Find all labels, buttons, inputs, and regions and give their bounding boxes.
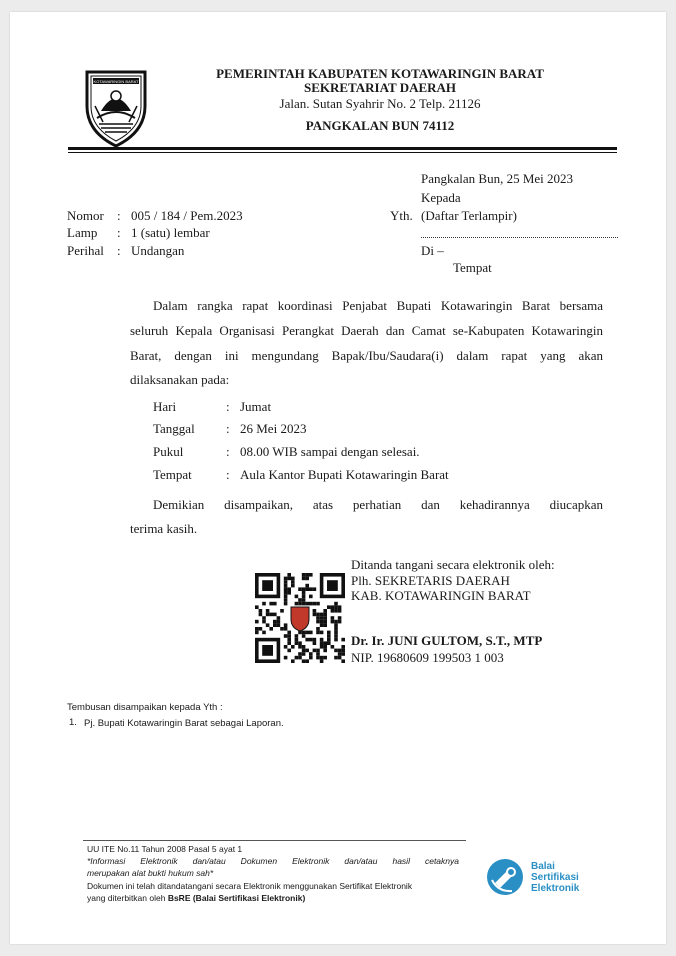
body-para1-line3: Barat, dengan ini mengundang Bapak/Ibu/Saudara(i) dalam rapat yang akan (130, 348, 603, 363)
letterhead-address: Jalan. Sutan Syahrir No. 2 Telp. 21126 (279, 96, 481, 111)
bsre-logo-icon (486, 858, 524, 896)
letterhead-rule-thick (68, 147, 617, 150)
signatory-name: Dr. Ir. JUNI GULTOM, S.T., MTP (351, 633, 543, 648)
nomor-label: Nomor (67, 208, 104, 223)
bsre-label-1: Balai (531, 861, 555, 872)
footer-statement-prefix: yang diterbitkan oleh (87, 893, 168, 903)
signature-position: Plh. SEKRETARIS DAERAH (351, 573, 510, 588)
detail-colon: : (226, 467, 230, 482)
tembusan-item-text: Pj. Bupati Kotawaringin Barat sebagai Laporan. (84, 718, 284, 729)
body-para2-line2: terima kasih. (130, 521, 198, 536)
signature-institution: KAB. KOTAWARINGIN BARAT (351, 588, 531, 603)
footer-law: UU ITE No.11 Tahun 2008 Pasal 5 ayat 1 (87, 844, 243, 854)
detail-label: Tanggal (153, 421, 195, 436)
nomor-value: 005 / 184 / Pem.2023 (131, 208, 243, 223)
bsre-label-3: Elektronik (531, 883, 580, 894)
lamp-colon: : (117, 225, 121, 240)
detail-label: Pukul (153, 444, 184, 459)
footer-note-1: *Informasi Elektronik dan/atau Dokumen Elektronik dan/atau hasil cetaknya (87, 856, 459, 866)
recipient-name: (Daftar Terlampir) (421, 208, 517, 223)
recipient-di: Di – (421, 243, 444, 258)
detail-label: Hari (153, 399, 177, 414)
detail-value: Aula Kantor Bupati Kotawaringin Barat (240, 467, 449, 482)
place-date: Pangkalan Bun, 25 Mei 2023 (421, 171, 574, 186)
regency-crest-icon (81, 66, 151, 150)
perihal-value: Undangan (131, 243, 185, 258)
footer-statement-2 (87, 893, 305, 903)
lamp-value: 1 (satu) lembar (131, 225, 210, 240)
letterhead-office: SEKRETARIAT DAERAH (303, 80, 457, 95)
signature-statement: Ditanda tangani secara elektronik oleh: (351, 557, 555, 572)
detail-colon: : (226, 421, 230, 436)
body-para1-line1: Dalam rangka rapat koordinasi Penjabat Bupati Kotawaringin Barat bersama (153, 298, 603, 313)
perihal-colon: : (117, 243, 121, 258)
letterhead-rule-thin (68, 152, 617, 153)
tembusan-item-number: 1. (69, 717, 77, 728)
footer-note-2: merupakan alat bukti hukum sah* (87, 868, 214, 878)
perihal-label: Perihal (67, 243, 104, 258)
footer-rule (83, 840, 466, 841)
qr-code-icon (255, 573, 345, 663)
letterhead-government: PEMERINTAH KABUPATEN KOTAWARINGIN BARAT (216, 66, 544, 81)
footer-bsre-name: BsRE (Balai Sertifikasi Elektronik) (167, 893, 306, 903)
letter-page (10, 12, 666, 944)
recipient-yth: Yth. (390, 208, 413, 223)
recipient-dotted-line (421, 230, 618, 238)
crest-caption: KOTAWARINGIN BARAT (93, 79, 139, 84)
letterhead-city: PANGKALAN BUN 74112 (305, 118, 455, 133)
detail-colon: : (226, 444, 230, 459)
detail-value: Jumat (240, 399, 272, 414)
lamp-label: Lamp (67, 225, 98, 240)
detail-colon: : (226, 399, 230, 414)
recipient-kepada: Kepada (421, 190, 461, 205)
bsre-label-2: Sertifikasi (531, 872, 579, 883)
footer-statement-1: Dokumen ini telah ditandatangani secara Elektronik menggunakan Sertifikat Elektronik (87, 881, 413, 891)
signatory-nip: NIP. 19680609 199503 1 003 (351, 650, 504, 665)
recipient-tempat: Tempat (453, 260, 492, 275)
body-para2-line1: Demikian disampaikan, atas perhatian dan kehadirannya diucapkan (153, 497, 603, 512)
body-para1-line2: seluruh Kepala Organisasi Perangkat Daerah dan Camat se-Kabupaten Kotawaringin (130, 323, 603, 338)
tembusan-title: Tembusan disampaikan kepada Yth : (67, 702, 223, 713)
detail-value: 08.00 WIB sampai dengan selesai. (240, 444, 420, 459)
nomor-colon: : (117, 208, 121, 223)
body-para1-line4: dilaksanakan pada: (130, 372, 230, 387)
detail-value: 26 Mei 2023 (240, 421, 307, 436)
detail-label: Tempat (153, 467, 192, 482)
